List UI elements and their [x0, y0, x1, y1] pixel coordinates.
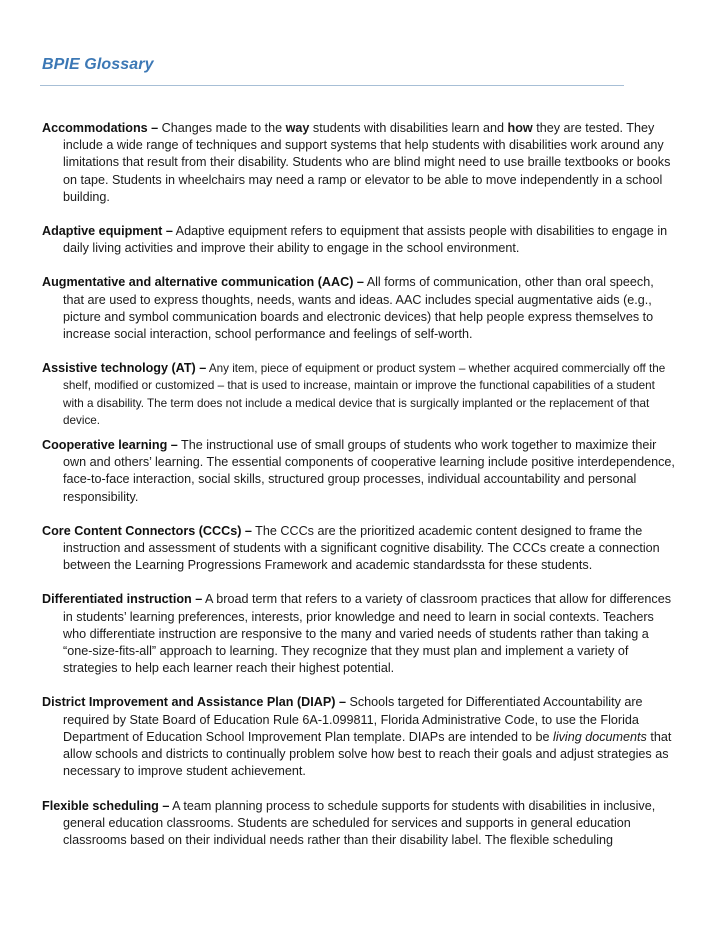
emphasis-how: how [507, 121, 533, 135]
glossary-definition: students with disabilities learn and [309, 121, 508, 135]
glossary-entry-adaptive-equipment [42, 223, 678, 257]
glossary-term: Accommodations – [42, 121, 159, 135]
glossary-term: Assistive technology (AT) – [42, 361, 207, 376]
glossary-definition: Adaptive equipment refers to equipment that assists people with disabilities to engage in daily living activities and improve their ability to engage in the school environment. [63, 224, 668, 256]
glossary-definition: The instructional use of small groups of students who work together to maximize their own and others’ learning. The essential components of cooperative learning include positive interdependence, face-to-face interaction, social skills, structured group processes, individual accountability and personal responsibility. [63, 438, 675, 504]
glossary-definition: A broad term that refers to a variety of classroom practices that allow for differences in students’ learning preferences, interests, prior knowledge and need to learn in social contexts. Teachers who differentiate instruction are responsive to the many and varied needs of students rather than taking a “one-size-fits-all” approach to learning. They recognize that they must plan and implement a variety of strategies to help each learner reach their highest potential. [63, 592, 671, 676]
glossary-definition: A team planning process to schedule supports for students with disabilities in inclusive, general education classrooms. Students are scheduled for services and supports in general education classrooms based on their individual needs rather than their disability label. The flexible scheduling [63, 798, 656, 847]
glossary-list [42, 120, 678, 849]
glossary-term: Adaptive equipment – [42, 224, 173, 239]
glossary-entry-core-content-connectors [42, 523, 678, 575]
glossary-entry-aac [42, 274, 678, 343]
glossary-entry-assistive-technology [42, 360, 678, 429]
glossary-term: Cooperative learning – [42, 438, 178, 453]
glossary-term: Differentiated instruction – [42, 592, 203, 607]
glossary-definition: All forms of communication, other than oral speech, that are used to express thoughts, needs, wants and ideas. AAC includes special augmentative aids (e.g., picture and symbol communication boards and electronic devices) that help people express themselves to increase social interaction, school performance and feelings of self-worth. [63, 275, 654, 342]
emphasis-way: way [285, 121, 310, 135]
glossary-definition: that allow schools and districts to continually problem solve how best to reach their goals and adjust strategies as necessary to improve student achievement. [63, 729, 672, 779]
glossary-term: Augmentative and alternative communication (AAC) – [42, 275, 364, 290]
glossary-term: District Improvement and Assistance Plan (DIAP) – [42, 695, 346, 710]
glossary-entry-accommodations [42, 120, 678, 206]
glossary-term: Core Content Connectors (CCCs) – [42, 523, 252, 538]
glossary-definition: Changes made to the [158, 121, 286, 135]
title-divider [40, 85, 624, 86]
glossary-definition: Schools targeted for Differentiated Accountability are required by State Board of Education Rule 6A-1.099811, Florida Administrative Code, to use the Florida Department of Education School Improvement Plan template. DIAPs are intended to be [63, 695, 643, 744]
glossary-definition: Any item, piece of equipment or product system – whether acquired commercially off the shelf, modified or customized – that is used to increase, maintain or improve the functional capabilities of a student with a disability. The term does not include a medical device that is surgically implanted or the replacement of that device. [63, 362, 666, 427]
glossary-entry-flexible-scheduling [42, 798, 678, 850]
emphasis-living-documents: living documents [553, 729, 647, 744]
glossary-term: Flexible scheduling – [42, 798, 170, 813]
glossary-entry-differentiated-instruction [42, 591, 678, 677]
glossary-entry-cooperative-learning [42, 437, 678, 506]
glossary-definition: The CCCs are the prioritized academic content designed to frame the instruction and assessment of students with a significant cognitive disability. The CCCs create a connection between the Learning Progressions Framework and academic standardssta for these students. [63, 523, 660, 573]
document-title: BPIE Glossary [42, 56, 154, 73]
glossary-entry-diap [42, 694, 678, 780]
glossary-definition: they are tested. They include a wide range of techniques and support systems that help students with disabilities work around any limitations that result from their disability. Students who are blind might need to use braille textbooks or books on tape. Students in wheelchairs may need a ramp or elevator to be able to move independently in a school building. [63, 121, 671, 204]
